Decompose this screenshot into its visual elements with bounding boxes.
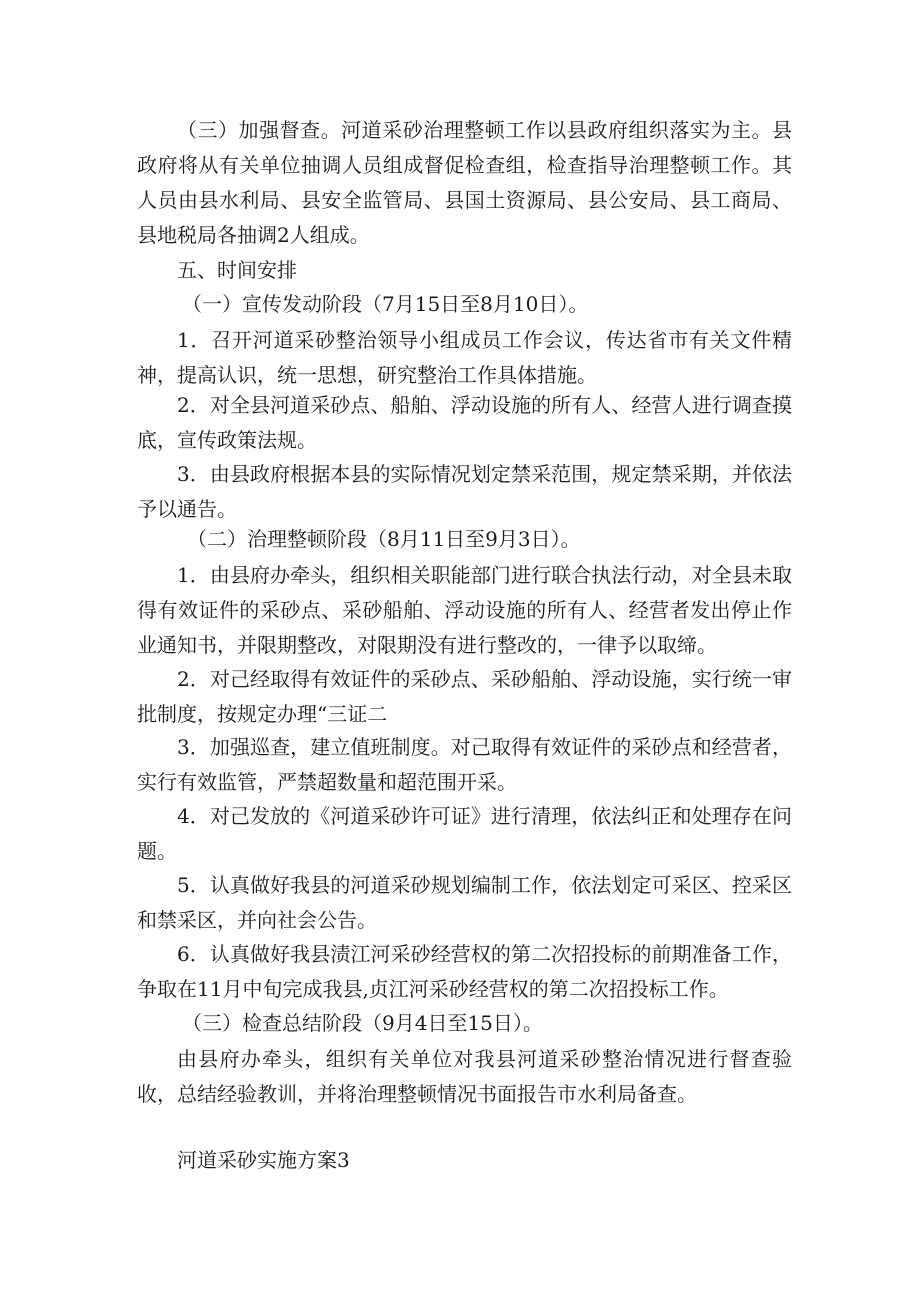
paragraph-phase2-item5: 5．认真做好我县的河道采砂规划编制工作，依法划定可采区、控采区和禁采区，并向社会公告。	[137, 873, 792, 932]
paragraph-phase2-item3: 3．加强巡查，建立值班制度。对己取得有效证件的采砂点和经营者，实行有效监管，严禁超数量和超范围开采。	[137, 735, 792, 794]
paragraph-phase2-item2: 2．对己经取得有效证件的采砂点、采砂船舶、浮动设施，实行统一审批制度，按规定办理“三证二	[137, 667, 792, 726]
paragraph-phase1-item1: 1．召开河道采砂整治领导小组成员工作会议，传达省市有关文件精神，提高认识，统一思想，研究整治工作具体措施。	[137, 328, 792, 387]
paragraph-phase2-item4: 4．对己发放的《河道采砂许可证》进行清理，依法纠正和处理存在问题。	[137, 804, 792, 863]
subheading-rectification-phase: （二）治理整顿阶段（8月11日至9月3日）。	[187, 527, 581, 551]
paragraph-phase2-item1: 1．由县府办牵头，组织相关职能部门进行联合执法行动，对全县未取得有效证件的采砂点、采砂船舶、浮动设施的所有人、经营者发出停止作业通知书，并限期整改，对限期没有进行整改的，一律予以取缔。	[137, 563, 792, 657]
section-heading-schedule: 五、时间安排	[177, 258, 297, 282]
document-title-part3: 河道采砂实施方案3	[177, 1148, 350, 1172]
paragraph-phase1-item3: 3．由县政府根据本县的实际情况划定禁采范围，规定禁采期，并依法予以通告。	[137, 462, 792, 521]
subheading-review-phase: （三）检查总结阶段（9月4日至15日）。	[182, 1011, 543, 1035]
paragraph-phase2-item6: 6．认真做好我县渍江河采砂经营权的第二次招投标的前期准备工作，争取在11月中旬完成我县,贞江河采砂经营权的第二次招投标工作。	[137, 942, 792, 1001]
paragraph-supervision: （三）加强督查。河道采砂治理整顿工作以县政府组织落实为主。县政府将从有关单位抽调人员组成督促检查组，检查指导治理整顿工作。其人员由县水利局、县安全监管局、县国土资源局、县公安局、县工商局、县地税局各抽调2人组成。	[137, 118, 792, 247]
paragraph-phase3: 由县府办牵头，组织有关单位对我县河道采砂整治情况进行督查验收，总结经验教训，并将治理整顿情况书面报告市水利局备查。	[137, 1047, 792, 1106]
paragraph-phase1-item2: 2．对全县河道采砂点、船舶、浮动设施的所有人、经营人进行调查摸底，宣传政策法规。	[137, 393, 792, 452]
subheading-publicity-phase: （一）宣传发动阶段（7月15日至8月10日）。	[182, 292, 589, 316]
